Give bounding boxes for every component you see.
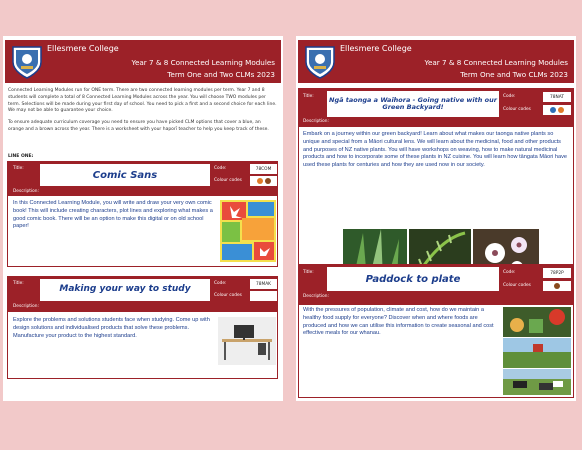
intro-paragraph-1: Connected Learning Modules run for ONE term. There are two connected learning modules per term. Year 7 and 8 students will complete a total of 8 Connected Learning Modules across the year. You will choose TWO modules per term. Selections will be made during your first day of school. You need to pick a first and a second choice for each line. We may not be able to guarantee your choice.: [8, 88, 277, 114]
colour-codes: [543, 105, 571, 115]
farm-collage-image: [503, 307, 571, 395]
colour-codes: [250, 176, 277, 186]
intro-text: [8, 88, 277, 139]
left-page: [3, 36, 283, 401]
orange-dot-icon: [257, 178, 263, 184]
title-box: [327, 267, 499, 291]
colour-codes: [543, 281, 571, 291]
module-card-paddock-to-plate: [298, 264, 574, 398]
vegetables-photo-image: [503, 307, 571, 337]
school-name: Ellesmere College: [47, 44, 119, 53]
module-title: Comic Sans: [92, 169, 158, 181]
module-card-making-your-way: [7, 276, 278, 379]
description-label: Description:: [13, 304, 39, 309]
module-title: Ngā taonga a Waihora - Going native with our Green Backyard!: [329, 95, 497, 111]
module-description: Explore the problems and solutions students face when studying. Come up with design solutions and individualised products that solve these problems. Manufacture your product to the highest standard.: [13, 317, 210, 339]
module-code: 78P2P: [543, 268, 571, 278]
term-title: Term One and Two CLMs 2023: [167, 70, 275, 79]
colour-codes-label: Colour codes: [214, 293, 242, 298]
term-title: Term One and Two CLMs 2023: [460, 70, 568, 79]
code-label: Code:: [214, 166, 227, 171]
brown-dot-icon: [554, 283, 560, 289]
subtitle: Year 7 & 8 Connected Learning Modules: [131, 58, 275, 67]
code-label: Code:: [214, 281, 227, 286]
intro-paragraph-2: To ensure adequate curriculum coverage you need to ensure you have picked CLM options that cover a blue, an orange and a brown across the year. There is a worksheet with your haporī teacher to help you keep track of these.: [8, 120, 269, 132]
colour-codes: [250, 291, 277, 301]
module-title: Paddock to plate: [365, 273, 461, 285]
title-box: [40, 279, 210, 301]
colour-codes-label: Colour codes: [214, 178, 242, 183]
title-box: [40, 164, 210, 186]
module-card-nga-taonga: [298, 88, 574, 286]
school-name: Ellesmere College: [340, 44, 412, 53]
module-description: In this Connected Learning Module, you will write and draw your very own comic book! This will include creating characters, plot lines and exploring what makes a good comic book. There will be an option to make this digital or on old school paper!: [13, 200, 213, 230]
code-label: Code:: [503, 94, 516, 99]
module-title: Making your way to study: [59, 284, 191, 295]
title-label: Title:: [303, 270, 314, 275]
title-box: [327, 91, 499, 117]
orange-dot-icon: [558, 107, 564, 113]
line-one-label: LINE ONE:: [8, 154, 34, 159]
title-label: Title:: [13, 281, 24, 286]
description-label: Description:: [303, 119, 329, 124]
module-code: 78NAT: [543, 92, 571, 102]
title-label: Title:: [303, 94, 314, 99]
crop-field-photo-image: [503, 338, 571, 368]
blue-dot-icon: [550, 107, 556, 113]
title-label: Title:: [13, 166, 24, 171]
code-label: Code:: [503, 270, 516, 275]
cows-paddock-photo-image: [503, 369, 571, 395]
module-description: With the pressures of population, climate and cost, how do we maintain a healthy food supply for everyone? Discover when and where foods are produced and how we can utilise this information to create seasonal and cost effective meals for our whanau.: [303, 307, 494, 337]
module-card-comic-sans: [7, 161, 278, 267]
description-label: Description:: [13, 189, 39, 194]
module-description: Embark on a journey within our green backyard! Learn about what makes our taonga native plants so unique and special from a Māori cultural lens. We will learn about the medicinal, food and other products and purposes of NZ native plants. You will have workshops on weaving, how to make natural medicinal products and how to incorporate some of these plants in NZ cuisine. You will learn how tāngata Māori have used these plants for centuries and how they are used now in our society.: [303, 131, 567, 169]
module-code: 78MAK: [250, 279, 277, 289]
school-crest-icon: [11, 44, 43, 80]
right-page: [296, 36, 576, 401]
desk-image: [218, 317, 276, 365]
header-banner: [298, 40, 574, 83]
colour-codes-label: Colour codes: [503, 107, 531, 112]
subtitle: Year 7 & 8 Connected Learning Modules: [424, 58, 568, 67]
brown-dot-icon: [265, 178, 271, 184]
module-code: 78COM: [250, 164, 277, 174]
description-label: Description:: [303, 294, 329, 299]
school-crest-icon: [304, 44, 336, 80]
comic-collage-image: [220, 200, 276, 262]
header-banner: [5, 40, 281, 83]
colour-codes-label: Colour codes: [503, 283, 531, 288]
